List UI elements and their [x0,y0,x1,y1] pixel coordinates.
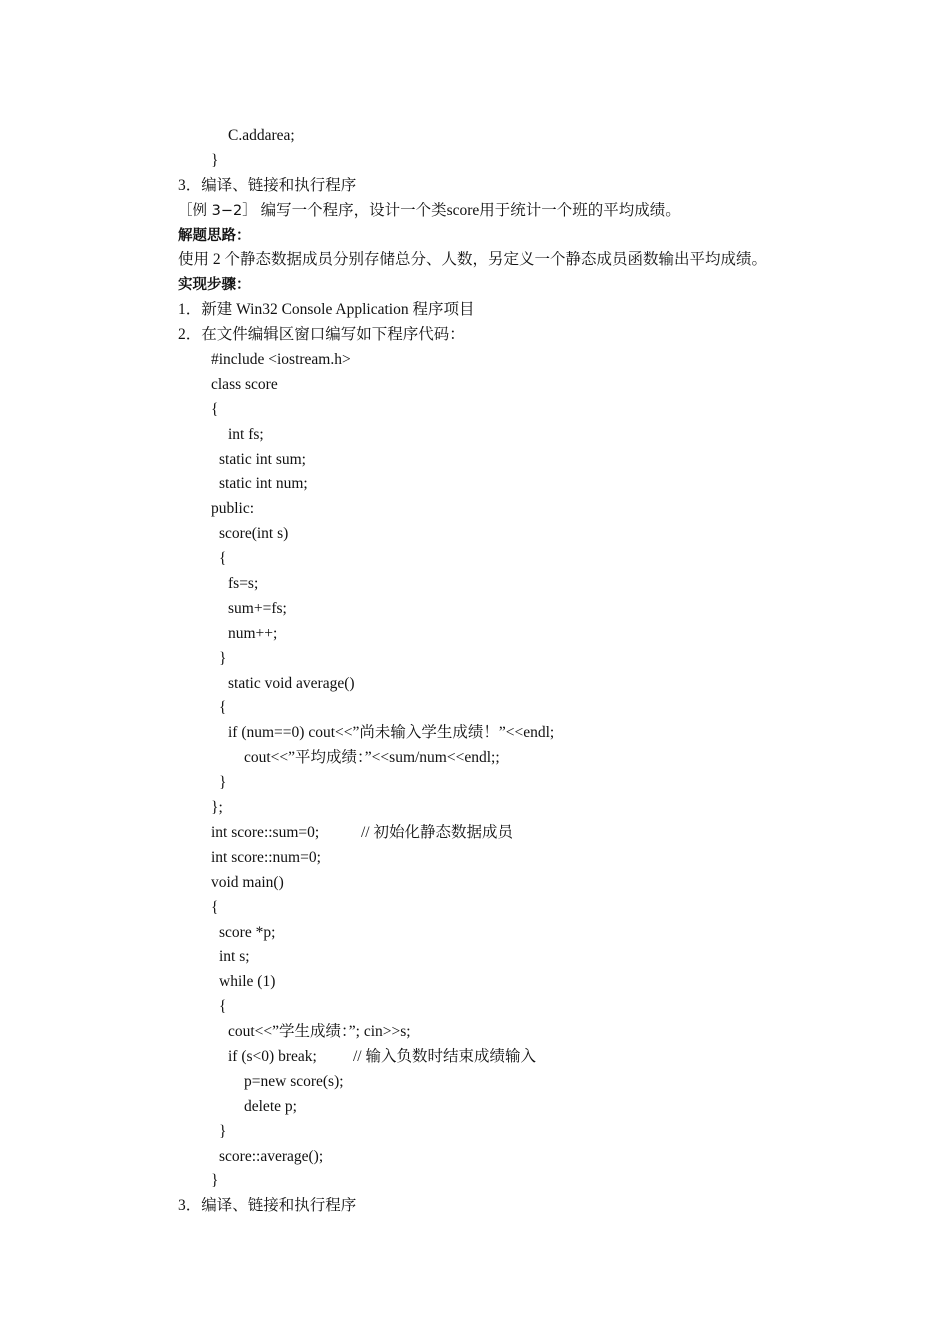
solution-heading: 解题思路： [178,227,251,244]
example-label: ［例 3−2］ [178,202,257,219]
code-line: } [219,649,227,667]
code-line: static void average() [228,674,355,692]
code-line: fs=s; [228,575,259,593]
code-comment: // 输入负数时结束成绩输入 [353,1047,536,1065]
code-line: { [219,699,227,717]
code-line: int s; [219,948,250,966]
code-line: } [211,1172,219,1190]
code-line: if (num==0) cout<<”尚未输入学生成绩！”<<endl; [228,724,555,742]
code-line: { [211,400,219,418]
code-line [0,1045,950,1070]
code-line: { [211,898,219,916]
step-new-project: 1．新建 Win32 Console Application 程序项目 [178,301,475,319]
code-line: class score [211,375,278,393]
code-line: void main() [211,873,284,891]
code-line: cout<<”学生成绩：”; cin>>s; [228,1023,411,1041]
step-write-code: 2．在文件编辑区窗口编写如下程序代码： [178,326,465,344]
code-line: { [219,550,227,568]
code-text: int score::sum=0; [211,823,320,841]
code-line: } [211,151,219,169]
code-line: #include <iostream.h> [211,351,351,369]
code-line: p=new score(s); [244,1072,344,1090]
example-text: 编写一个程序，设计一个类score用于统计一个班的平均成绩。 [260,201,681,219]
code-text: if (s<0) break; [228,1047,317,1065]
steps-heading: 实现步骤： [178,277,251,294]
step-compile-bottom: 3．编译、链接和执行程序 [178,1197,357,1215]
code-line: static int num; [219,475,308,493]
code-line: { [219,998,227,1016]
code-line: score(int s) [219,525,289,543]
code-line: }; [211,799,223,817]
code-line: int fs; [228,425,264,443]
example-title [0,199,950,224]
code-line: while (1) [219,973,276,991]
code-line: C.addarea; [228,127,295,144]
code-line: int score::num=0; [211,848,321,866]
code-line: } [219,774,227,792]
code-line: static int sum; [219,450,306,468]
solution-text: 使用 2 个静态数据成员分别存储总分、人数，另定义一个静态成员函数输出平均成绩。 [178,251,768,269]
code-comment: // 初始化静态数据成员 [361,823,513,841]
code-line: sum+=fs; [228,599,287,617]
code-line [0,821,950,846]
code-line: score *p; [219,923,276,941]
code-line: delete p; [244,1097,297,1115]
code-line: public: [211,500,255,518]
code-line: cout<<”平均成绩：”<<sum/num<<endl;; [244,749,500,767]
step-compile-top: 3．编译、链接和执行程序 [178,176,357,194]
code-line: num++; [228,624,278,642]
document-body [0,124,950,1219]
code-line: } [219,1122,227,1140]
code-line: score::average(); [219,1147,324,1165]
